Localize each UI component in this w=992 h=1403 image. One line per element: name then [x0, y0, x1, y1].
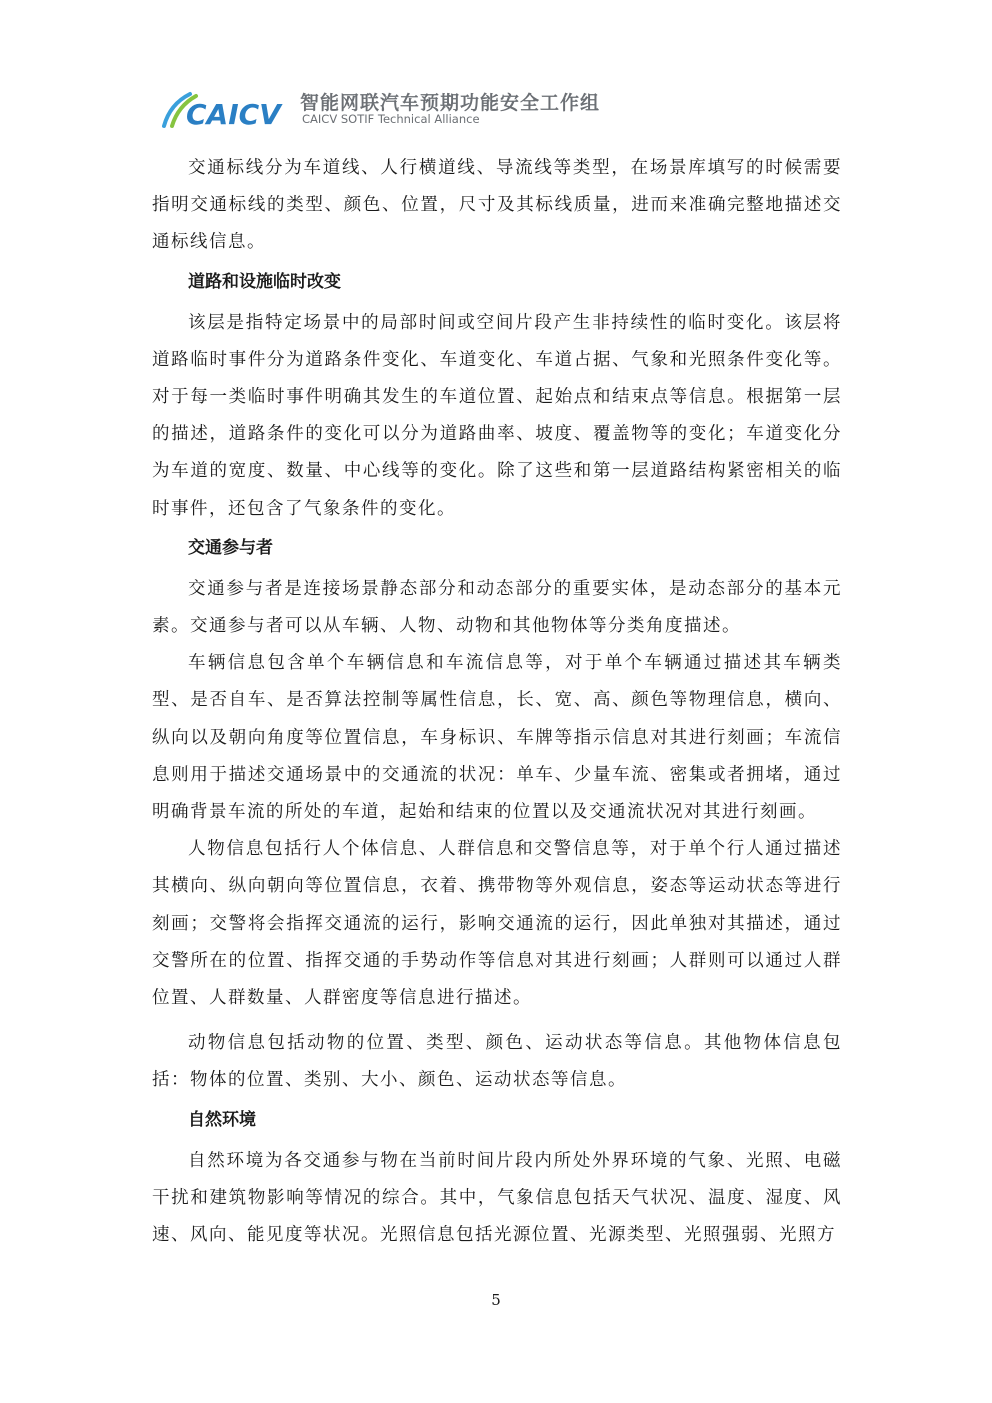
- section-heading: 交通参与者: [188, 537, 273, 558]
- section-heading: 自然环境: [188, 1109, 256, 1130]
- paragraph: 车辆信息包含单个车辆信息和车流信息等，对于单个车辆通过描述其车辆类型、是否自车、是否算法控制等属性信息，长、宽、高、颜色等物理信息，横向、纵向以及朝向角度等位置信息，车身标识、车牌等指示信息对其进行刻画；车流信息则用于描述交通场景中的交通流的状况：单车、少量车流、密集或者拥堵，通过明确背景车流的所处的车道，起始和结束的位置以及交通流状况对其进行刻画。: [152, 653, 842, 823]
- paragraph: 自然环境为各交通参与物在当前时间片段内所处外界环境的气象、光照、电磁干扰和建筑物影响等情况的综合。其中，气象信息包括天气状况、温度、湿度、风速、风向、能见度等状况。光照信息包括光源位置、光源类型、光照强弱、光照方: [152, 1150, 842, 1246]
- page-header: [160, 86, 680, 132]
- section-heading: 道路和设施临时改变: [188, 271, 341, 292]
- header-subtitle: CAICV SOTIF Technical Alliance: [302, 112, 480, 126]
- paragraph: 人物信息包括行人个体信息、人群信息和交警信息等，对于单个行人通过描述其横向、纵向朝向等位置信息，衣着、携带物等外观信息，姿态等运动状态等进行刻画；交警将会指挥交通流的运行，影响交通流的运行，因此单独对其描述，通过交警所在的位置、指挥交通的手势动作等信息对其进行刻画；人群则可以通过人群位置、人群数量、人群密度等信息进行描述。: [152, 839, 842, 1009]
- paragraph: 动物信息包括动物的位置、类型、颜色、运动状态等信息。其他物体信息包括：物体的位置、类别、大小、颜色、运动状态等信息。: [152, 1033, 842, 1091]
- paragraph: 该层是指特定场景中的局部时间或空间片段产生非持续性的临时变化。该层将道路临时事件分为道路条件变化、车道变化、车道占据、气象和光照条件变化等。对于每一类临时事件明确其发生的车道位置、起始点和结束点等信息。根据第一层的描述，道路条件的变化可以分为道路曲率、坡度、覆盖物等的变化；车道变化分为车道的宽度、数量、中心线等的变化。除了这些和第一层道路结构紧密相关的临时事件，还包含了气象条件的变化。: [152, 312, 842, 519]
- caicv-logo-icon: [160, 86, 290, 132]
- header-title: 智能网联汽车预期功能安全工作组: [300, 92, 601, 114]
- document-body: [152, 150, 842, 1254]
- logo-text: CAICV: [186, 98, 281, 131]
- page-number: 5: [491, 1291, 501, 1309]
- paragraph: 交通标线分为车道线、人行横道线、导流线等类型，在场景库填写的时候需要指明交通标线的类型、颜色、位置，尺寸及其标线质量，进而来准确完整地描述交通标线信息。: [152, 158, 842, 253]
- paragraph: 交通参与者是连接场景静态部分和动态部分的重要实体，是动态部分的基本元素。交通参与者可以从车辆、人物、动物和其他物体等分类角度描述。: [152, 578, 842, 637]
